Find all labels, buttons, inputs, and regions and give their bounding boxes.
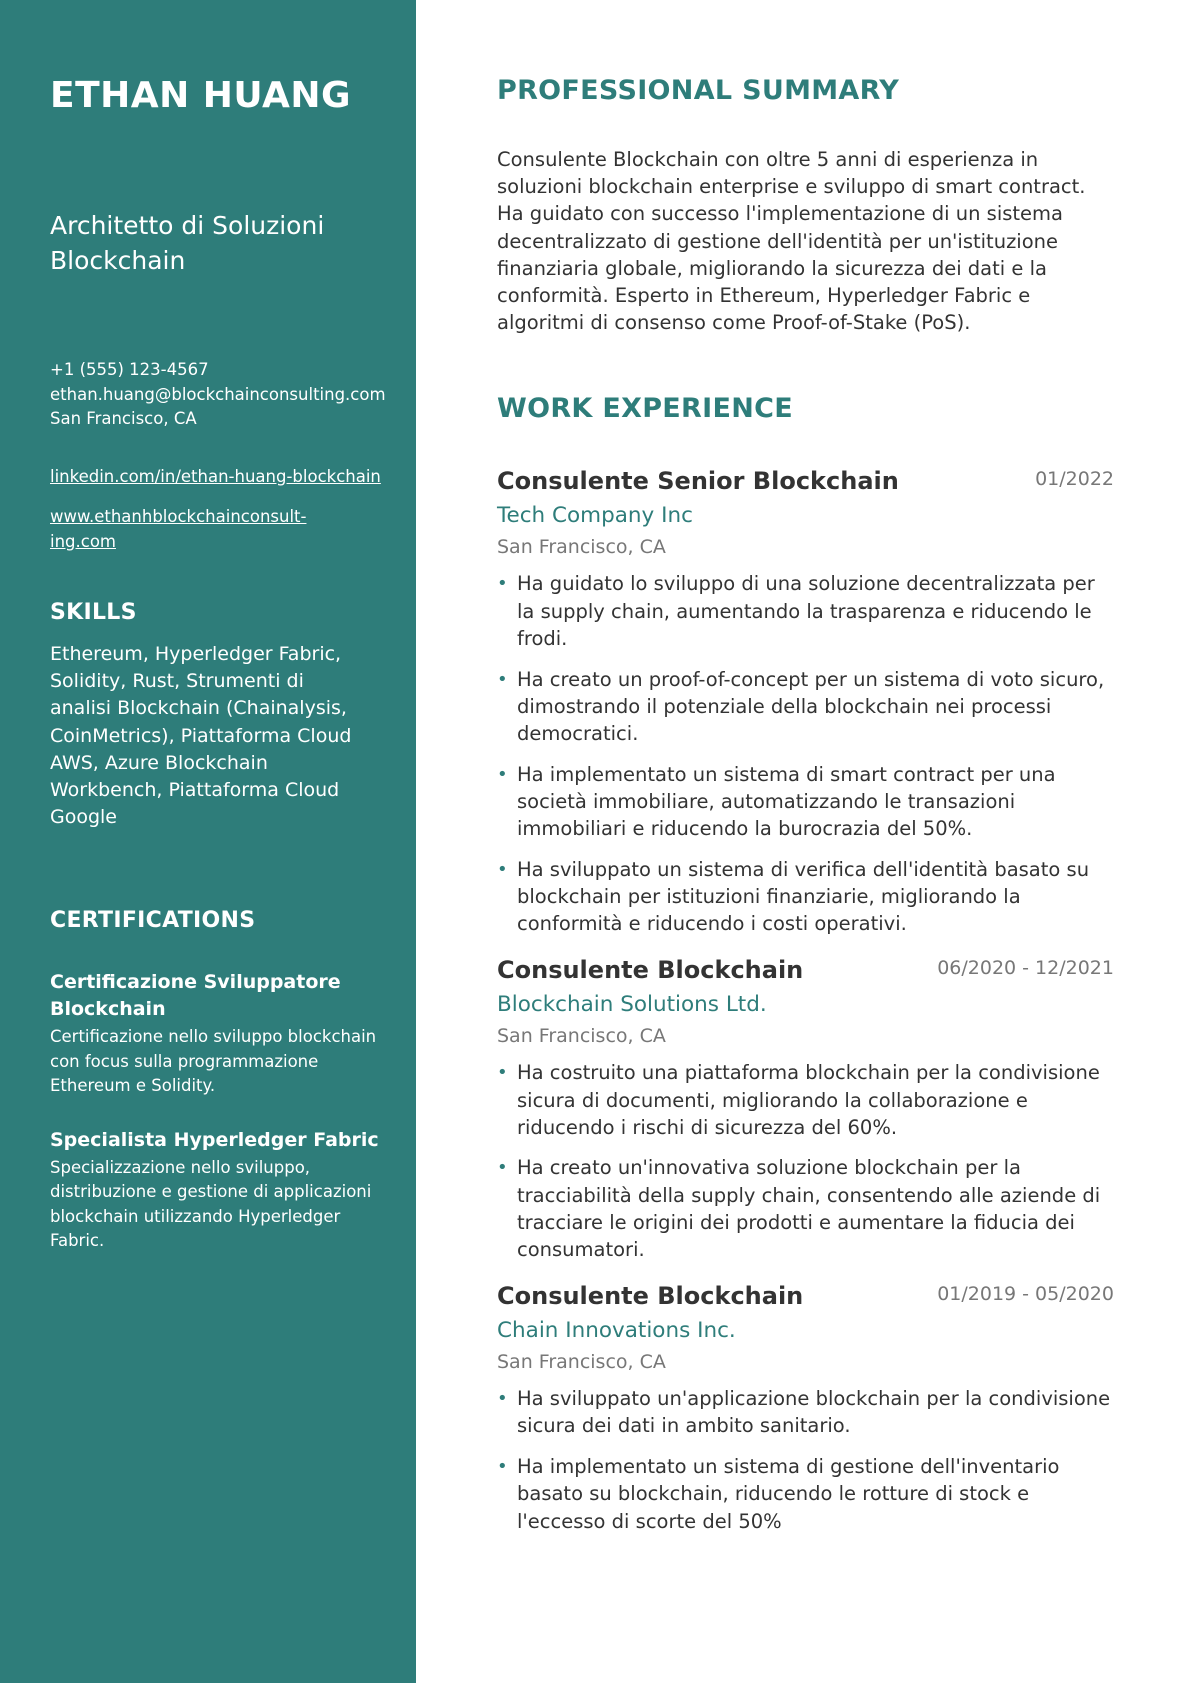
- job-entry: [497, 1279, 1114, 1535]
- bullet-text: Ha sviluppato un sistema di verifica dell'identità basato su blockchain per istituzioni finanziarie, migliorando la conformità e riducendo i costi operativi.: [517, 857, 1090, 936]
- bullet-text: Ha costruito una piattaforma blockchain per la condivisione sicura di documenti, migliorando la collaborazione e riducendo i rischi di sicurezza del 60%.: [517, 1061, 1100, 1139]
- job-role: Consulente Blockchain: [497, 1282, 804, 1311]
- bullet-icon: •: [497, 668, 508, 690]
- job-location: San Francisco, CA: [497, 1351, 666, 1374]
- bullet-item: [497, 1059, 1114, 1141]
- job-date: 06/2020 - 12/2021: [937, 957, 1114, 980]
- bullet-item: [497, 1385, 1114, 1439]
- bullet-icon: •: [497, 1157, 508, 1179]
- candidate-title: Architetto di Soluzioni Blockchain: [50, 211, 325, 275]
- job-company: Tech Company Inc: [497, 503, 693, 529]
- certification-item: [50, 969, 392, 1099]
- website-link[interactable]: www.ethanhblockchainconsult-ing.com: [50, 507, 307, 551]
- certification-title: Specialista Hyperledger Fabric: [50, 1128, 379, 1151]
- bullet-text: Ha creato un'innovativa soluzione blockchain per la tracciabilità della supply chain, consentendo alle aziende di tracciare le origini dei prodotti e aumentare la fiducia dei consumatori.: [517, 1156, 1101, 1262]
- job-company: Chain Innovations Inc.: [497, 1318, 736, 1344]
- job-role: Consulente Blockchain: [497, 956, 804, 985]
- job-role: Consulente Senior Blockchain: [497, 467, 899, 496]
- bullet-icon: •: [497, 763, 508, 785]
- job-bullets: [497, 1385, 1114, 1535]
- bullet-item: [497, 1453, 1114, 1535]
- bullet-text: Ha sviluppato un'applicazione blockchain per la condivisione sicura dei dati in ambito sanitario.: [517, 1387, 1111, 1438]
- job-date: 01/2019 - 05/2020: [937, 1283, 1114, 1306]
- candidate-name: ETHAN HUANG: [50, 75, 352, 116]
- work-experience-heading: WORK EXPERIENCE: [497, 393, 793, 425]
- summary-text: Consulente Blockchain con oltre 5 anni di esperienza in soluzioni blockchain enterprise e sviluppo di smart contract. Ha guidato con successo l'implementazione di un sistema decentralizzato di gestione dell'identità per un'istituzione finanziaria globale, migliorando la sicurezza dei dati e la conformità. Esperto in Ethereum, Hyperledger Fabric e algoritmi di consenso come Proof-of-Stake (PoS).: [497, 148, 1086, 335]
- job-company: Blockchain Solutions Ltd.: [497, 992, 767, 1018]
- bullet-item: [497, 856, 1114, 938]
- certification-description: Certificazione nello sviluppo blockchain con focus sulla programmazione Ethereum e Solidity.: [50, 1027, 377, 1096]
- skills-heading: SKILLS: [50, 600, 137, 625]
- certification-title: Certificazione Sviluppatore Blockchain: [50, 971, 341, 1021]
- linkedin-link[interactable]: linkedin.com/in/ethan-huang-blockchain: [50, 466, 381, 486]
- bullet-item: [497, 1154, 1114, 1263]
- certifications-heading: CERTIFICATIONS: [50, 908, 256, 934]
- bullet-text: Ha implementato un sistema di smart contract per una società immobiliare, automatizzando le transazioni immobiliari e riducendo la burocrazia del 50%.: [517, 762, 1056, 841]
- sidebar: [0, 0, 416, 1683]
- location: San Francisco, CA: [50, 409, 197, 428]
- bullet-icon: •: [497, 1062, 508, 1084]
- job-entry: [497, 464, 1114, 937]
- bullet-text: Ha creato un proof-of-concept per un sistema di voto sicuro, dimostrando il potenziale della blockchain nei processi democratici.: [517, 667, 1105, 745]
- bullet-text: Ha implementato un sistema di gestione dell'inventario basato su blockchain, riducendo le rotture di stock e l'eccesso di scorte del 50%: [517, 1455, 1060, 1533]
- job-location: San Francisco, CA: [497, 536, 666, 559]
- bullet-icon: •: [497, 1456, 508, 1478]
- job-date: 01/2022: [1035, 468, 1114, 491]
- bullet-text: Ha guidato lo sviluppo di una soluzione decentralizzata per la supply chain, aumentando la trasparenza e riducendo le frodi.: [517, 572, 1095, 650]
- email-address: ethan.huang@blockchainconsulting.com: [50, 384, 386, 404]
- bullet-icon: •: [497, 573, 508, 595]
- job-bullets: [497, 1059, 1114, 1263]
- job-bullets: [497, 570, 1114, 937]
- job-location: San Francisco, CA: [497, 1025, 666, 1048]
- job-entry: [497, 953, 1114, 1263]
- summary-heading: PROFESSIONAL SUMMARY: [497, 75, 900, 106]
- certification-item: [50, 1127, 392, 1254]
- contact-info: [50, 358, 392, 432]
- bullet-icon: •: [497, 1388, 508, 1410]
- skills-text: Ethereum, Hyperledger Fabric, Solidity, Rust, Strumenti di analisi Blockchain (Chainalysis, CoinMetrics), Piattaforma Cloud AWS, Azure Blockchain Workbench, Piattaforma Cloud Google: [50, 643, 352, 829]
- bullet-icon: •: [497, 858, 508, 880]
- main-content: [497, 0, 1114, 1548]
- bullet-item: [497, 570, 1114, 652]
- bullet-item: [497, 666, 1114, 748]
- bullet-item: [497, 761, 1114, 843]
- certification-description: Specializzazione nello sviluppo, distribuzione e gestione di applicazioni blockchain utilizzando Hyperledger Fabric.: [50, 1157, 372, 1251]
- phone-number: +1 (555) 123-4567: [50, 360, 209, 379]
